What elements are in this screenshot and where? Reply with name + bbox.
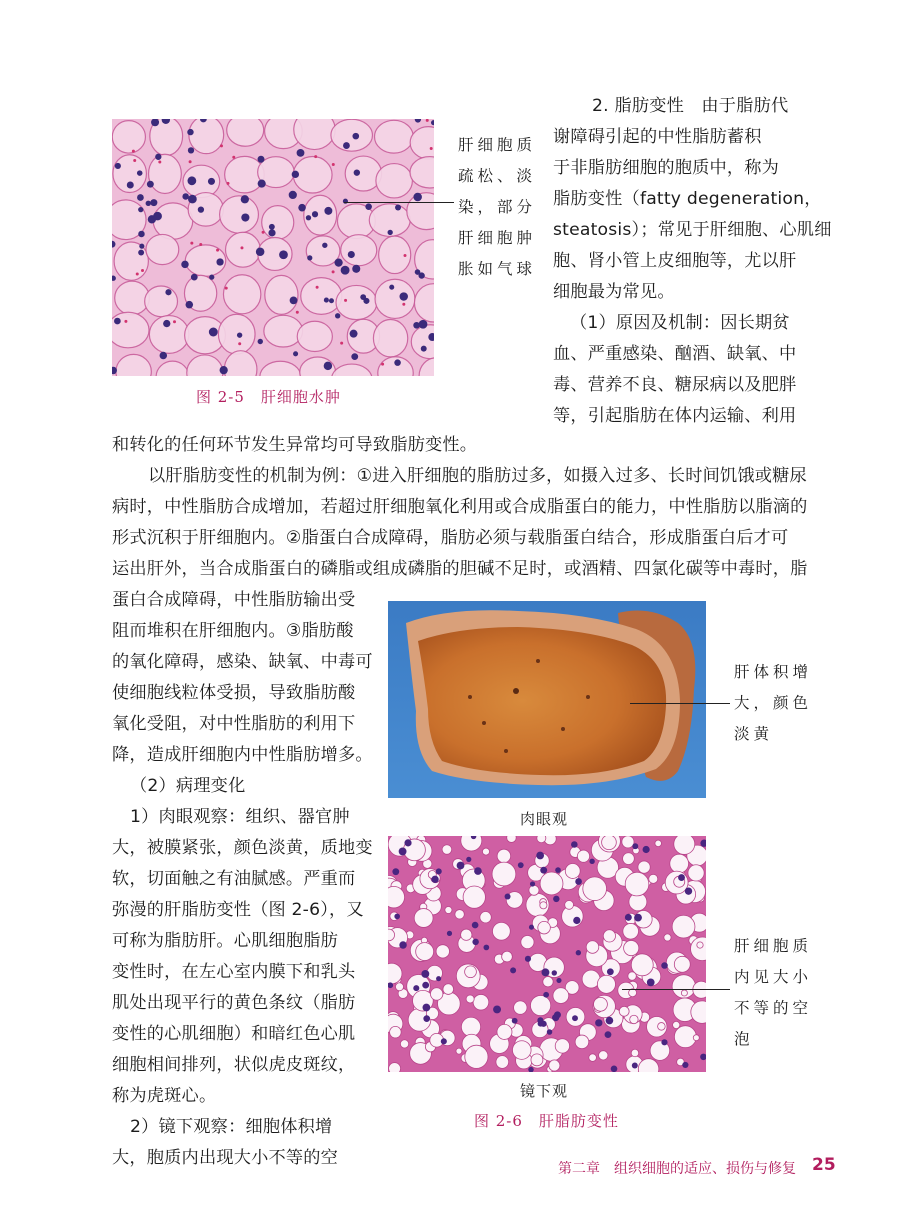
gross-sublabel: 肉眼观 (520, 810, 569, 828)
text-line: 病时，中性脂肪合成增加，若超过肝细胞氧化利用或合成脂蛋白的能力，中性脂肪以脂滴的 (112, 497, 808, 517)
text-line: 等，引起脂肪在体内运输、利用 (553, 406, 797, 426)
text-line: 的氧化障碍，感染、缺氧、中毒可 (112, 652, 373, 672)
annotation-line: 淡黄 (734, 725, 774, 743)
text-line: 变性时，在左心室内膜下和乳头 (112, 962, 356, 982)
text-line: 2）镜下观察：细胞体积增 (130, 1117, 333, 1137)
text-line: 运出肝外，当合成脂蛋白的磷脂或组成磷脂的胆碱不足时，或酒精、四氯化碳等中毒时，脂 (112, 559, 808, 579)
text-line: 于非脂肪细胞的胞质中，称为 (553, 158, 780, 178)
text-line: 可称为脂肪肝。心肌细胞脂肪 (112, 931, 339, 951)
text-line: 变性的心肌细胞）和暗红色心肌 (112, 1024, 356, 1044)
text-line: 毒、营养不良、糖尿病以及肥胖 (553, 375, 797, 395)
annotation-line: 不等的空 (734, 999, 813, 1017)
figure-2-5-photo (112, 119, 434, 376)
text-line: 谢障碍引起的中性脂肪蓄积 (553, 127, 762, 147)
gross-annotation (734, 657, 812, 750)
annotation-line: 肝细胞肿 (458, 229, 537, 247)
annotation-line: 肝细胞质 (458, 136, 537, 154)
text-line: 大，胞质内出现大小不等的空 (112, 1148, 339, 1168)
annotation-leader-gross (630, 703, 730, 704)
annotation-line: 染，部分 (458, 198, 537, 216)
chapter-footer: 第二章 组织细胞的适应、损伤与修复 (558, 1161, 796, 1177)
fatty-liver-micrograph (388, 836, 706, 1072)
annotation-leader-2-5 (344, 202, 454, 203)
micro-sublabel: 镜下观 (520, 1082, 569, 1100)
figure-2-6-caption: 图 2-6 肝脂肪变性 (474, 1112, 619, 1130)
micro-annotation (734, 931, 812, 1055)
fatty-liver-gross-image (388, 601, 706, 798)
figure-2-6-gross-photo (388, 601, 706, 798)
text-line: 氧化受阻，对中性脂肪的利用下 (112, 714, 356, 734)
section-heading: （2）病理变化 (130, 776, 246, 796)
text-line: 蛋白合成障碍，中性脂肪输出受 (112, 590, 356, 610)
annotation-leader-micro (622, 989, 730, 990)
text-line: 软，切面触之有油腻感。严重而 (112, 869, 356, 889)
annotation-line: 内见大小 (734, 968, 813, 986)
annotation-line: 肝细胞质 (734, 937, 813, 955)
annotation-line: 胀如气球 (458, 260, 537, 278)
text-line: 胞、肾小管上皮细胞等，尤以肝 (553, 251, 797, 271)
text-line: 降，造成肝细胞内中性脂肪增多。 (112, 745, 373, 765)
text-line: steatosis）；常见于肝细胞、心肌细 (553, 220, 832, 240)
annotation-line: 泡 (734, 1030, 754, 1048)
text-line: 脂肪变性（fatty degeneration， (553, 189, 822, 209)
annotation-line: 疏松、淡 (458, 167, 537, 185)
text-line: 弥漫的肝脂肪变性（图 2-6），又 (112, 900, 364, 920)
page-number: 25 (812, 1155, 836, 1175)
text-line: 以肝脂肪变性的机制为例：①进入肝细胞的脂肪过多，如摄入过多、长时间饥饿或糖尿 (148, 466, 807, 486)
text-line: 大，被膜紧张，颜色淡黄，质地变 (112, 838, 373, 858)
text-line: 肌处出现平行的黄色条纹（脂肪 (112, 993, 356, 1013)
text-line: 2. 脂肪变性 由于脂肪代 (592, 96, 789, 116)
text-line: （1）原因及机制：因长期贫 (570, 313, 790, 333)
text-line: 细胞相间排列，状似虎皮斑纹， (112, 1055, 356, 1075)
annotation-line: 肝体积增 (734, 663, 813, 681)
annotation-line: 大，颜色 (734, 694, 813, 712)
text-line: 形式沉积于肝细胞内。②脂蛋白合成障碍，脂肪必须与载脂蛋白结合，形成脂蛋白后才可 (112, 528, 789, 548)
figure-2-5-caption: 图 2-5 肝细胞水肿 (196, 388, 341, 406)
hepatocyte-edema-micrograph (112, 119, 434, 376)
figure-2-5-annotation (458, 130, 536, 285)
text-line: 使细胞线粒体受损，导致脂肪酸 (112, 683, 356, 703)
text-line: 和转化的任何环节发生异常均可导致脂肪变性。 (112, 435, 478, 455)
text-line: 称为虎斑心。 (112, 1086, 217, 1106)
text-line: 阻而堆积在肝细胞内。③脂肪酸 (112, 621, 354, 641)
text-line: 血、严重感染、酗酒、缺氧、中 (553, 344, 797, 364)
figure-2-6-micro-photo (388, 836, 706, 1072)
text-line: 细胞最为常见。 (553, 282, 675, 302)
text-line: 1）肉眼观察：组织、器官肿 (130, 807, 350, 827)
